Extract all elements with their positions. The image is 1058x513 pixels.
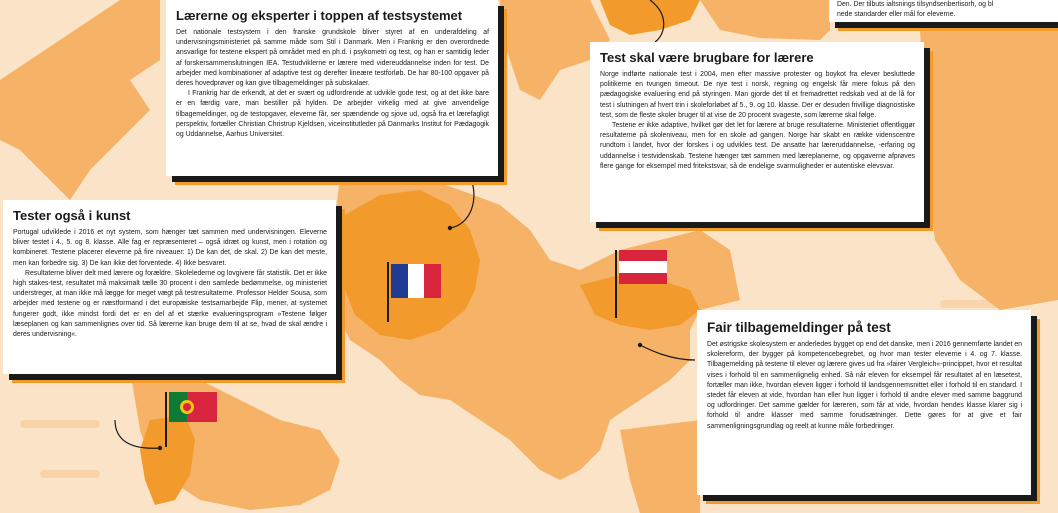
article-title: Lærerne og eksperter i toppen af testsystemet	[176, 8, 463, 23]
article-title: Tester også i kunst	[13, 208, 131, 223]
top-right-snippet	[829, 0, 1058, 22]
article-paragraph: Portugal udviklede i 2016 et nyt system, som hænger tæt sammen med undervisningen. Eleverne bliver testet i 4., 5. og 8. klasse. Alle fag er repræsenteret – også idræt og kunst, men i rotation og kombineret. Testene placerer eleverne på fire niveauer: 1) De kan det, de skal. 2) De kan det meste, men kan forbedre sig. 3) De kan ikke det forventede. 4) Ikke besvaret.	[13, 229, 327, 267]
snippet-line: Den. Der tilbuts ialtsnings tilsyndsenbertisorh, og bl	[837, 1, 994, 8]
article-austria	[697, 310, 1031, 495]
article-norway	[590, 42, 924, 222]
article-paragraph: I Frankrig har de erkendt, at det er svært og udfordrende at udvikle gode test, og at det ikke bare er en færdig vare, man bestiller på hylden. De arbejder virkelig med at give anvendelige tilbagemeldinger, og de testopgaver, eleverne får, ser spændende og sjove ud, også fra et lærefagligt perspektiv, fortæller Christian Christrup Kjeldsen, viceinstitutleder på Danmarks Institut for Pædagogik og Uddannelse, Aarhus Universitet.	[176, 90, 489, 139]
snippet-line: nede standarder eller mål for eleverne.	[837, 11, 956, 18]
article-paragraph: Det østrigske skolesystem er anderledes bygget op end det danske, men i 2016 gennemførte landet en skolereform, der bygger på kompetencebegrebet, og hvor man tester eleverne i 4. og 7. klasse. Tilbagemelding på testene til elever og lærere gives ud fra »fairer Vergleich«-princippet, hvor et resultat vises i forhold til en sammenlignelig enhed. Så når eleven for eksempel får resultatet af en læsetest, fortæller man ikke, hvordan eleven ligger i forhold til landsgennemsnittet eller i forhold til en standard. I stedet får eleven at vide, hvordan han eller hun ligger i forhold til andre elever med samme baggrund og udfordringer. Det samme gælder for læreren, som får at vide, hvordan hendes klasse klarer sig i forhold til andre klasser med samme forudsætninger. Dette gøres for at give et fair sammenligningsgrundlag og reelt at kunne måle forbedringer.	[707, 341, 1022, 430]
article-title: Fair tilbagemeldinger på test	[707, 320, 891, 335]
article-paragraph: Norge indførte nationale test i 2004, men efter massive protester og boykot fra elever besluttede politikerne en tvungen timeout. De nye test i norsk, regning og engelsk får mere fokus på den pædagogiske evaluering end på styringen. Man gjorde det til et fremadrettet redskab ved at de lå for test i slutningen af hvert trin i skoleforløbet af 5., 9. og 10. klasse. Der er desuden frivillige diagnostiske test, som de fleste skoler bruger til at vise de 20 procent svageste, som lærerne skal følge.	[600, 71, 915, 119]
article-paragraph: Resultaterne bliver delt med lærere og forældre. Skolelederne og lovgivere får statistik. Det er ikke high stakes-test, resultatet må maksimalt tælle 30 procent i den samlede bedømmelse, og ministeriet understreger, at man ikke må lægge for meget vægt på testresultaterne. Professor Helder Sousa, som arbejder med testene og er næstformand i det europæiske testsamarbejde Flip, mener, at systemet fungerer godt, ikke mindst fordi det er en del af et stærke evalueringsprogram »Testene følger læseplanen og kan sammenlignes over tid. Så lærerne kan bruge dem til at se, hvad de skal ændre i deres undervisning«.	[13, 269, 327, 339]
article-paragraph: Det nationale testsystem i den franske grundskole bliver styret af en underafdeling af undervisningsministeriet på samme måde som Stil i Danmark. Men i Frankrig er den overordnede ansvarlige for testene ekspert på området med en ph.d. i psykometri og test, og han er samtidig leder af forskersammenslutningen IEA. Testudviklerne er lærere med videreuddannelse inden for test. De arbejder med kombinationer af adaptive test og derefter lineære testforløb. De har 80-100 opgaver på deres hovedprøver og kan give tilbagemeldinger på subskalaer.	[176, 29, 489, 88]
article-paragraph: Testene er ikke adaptive, hvilket gør det let for lærere at bruge resultaterne. Ministeriet offentliggør resultaterne på skoleniveau, men for en skole ad gangen. Norge har skabt en række videnscentre rundtom i landet, hvor der forskes i og udvikles test. De ansatte har læreruddannelse, -erfaring og uddannelse i testvidenskab. Testene hænger tæt sammen med læreplanerne, og opgaverne afprøves flere gange for eksempel med fritekstsvar, så de endelige svarmuligheder er autentiske elevsvar.	[600, 122, 915, 170]
article-france	[166, 0, 498, 176]
article-title: Test skal være brugbare for lærere	[600, 50, 814, 65]
article-portugal	[3, 200, 336, 374]
